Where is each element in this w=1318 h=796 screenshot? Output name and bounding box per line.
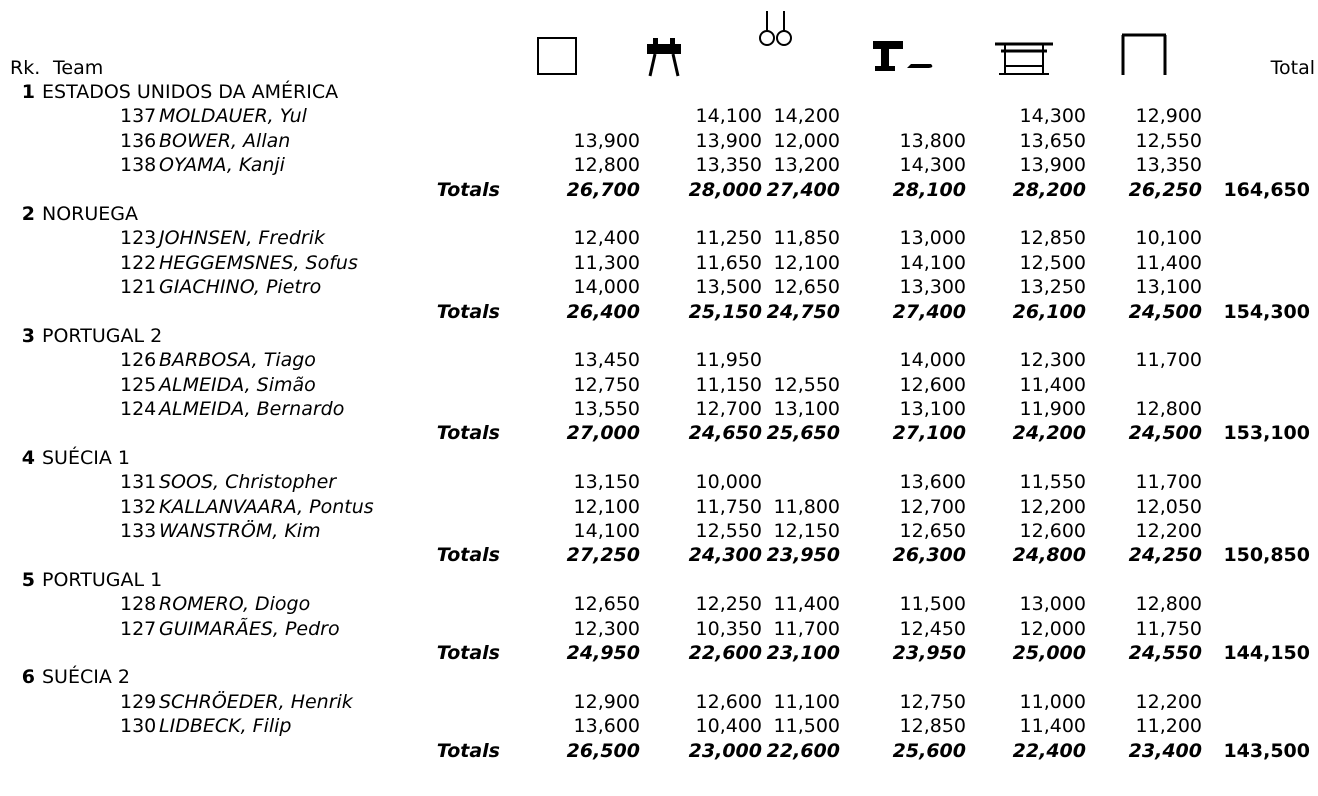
apparatus-total: 26,300 xyxy=(892,544,966,567)
apparatus-score: 13,500 xyxy=(695,276,762,299)
apparatus-total: 27,400 xyxy=(766,178,840,201)
apparatus-score: 12,700 xyxy=(899,495,966,518)
team-rank: 5 xyxy=(21,568,35,591)
apparatus-score: 12,550 xyxy=(773,373,840,396)
athlete-bib: 132 xyxy=(120,495,157,518)
totals-label: Totals xyxy=(436,544,500,567)
apparatus-score: 11,700 xyxy=(1135,349,1202,372)
team-rank: 3 xyxy=(21,324,35,347)
apparatus-score: 14,100 xyxy=(573,520,640,543)
apparatus-total: 28,200 xyxy=(1012,178,1086,201)
apparatus-score: 11,200 xyxy=(1135,715,1202,738)
team-rank: 4 xyxy=(21,446,35,469)
apparatus-score: 11,950 xyxy=(695,349,762,372)
apparatus-score: 12,850 xyxy=(899,715,966,738)
apparatus-score: 12,250 xyxy=(695,593,762,616)
athlete-row xyxy=(0,495,1318,519)
athlete-name: SCHRÖEDER, Henrik xyxy=(159,690,353,713)
apparatus-score: 12,800 xyxy=(1135,398,1202,421)
athlete-bib: 133 xyxy=(120,520,157,543)
apparatus-score: 12,650 xyxy=(773,276,840,299)
team-totals-row xyxy=(0,300,1318,324)
athlete-bib: 130 xyxy=(120,715,157,738)
apparatus-total: 24,550 xyxy=(1128,641,1202,664)
athlete-name: LIDBECK, Filip xyxy=(159,715,292,738)
apparatus-score: 13,100 xyxy=(899,398,966,421)
athlete-row xyxy=(0,373,1318,397)
rank-header: Rk. xyxy=(10,57,41,79)
apparatus-total: 25,650 xyxy=(766,422,840,445)
pommel-horse-icon xyxy=(644,36,684,78)
apparatus-total: 23,950 xyxy=(892,641,966,664)
apparatus-score: 10,100 xyxy=(1135,227,1202,250)
team-name: PORTUGAL 1 xyxy=(42,568,163,591)
team-rank: 2 xyxy=(21,202,35,225)
apparatus-score: 12,600 xyxy=(899,373,966,396)
apparatus-score: 14,100 xyxy=(899,251,966,274)
apparatus-score: 10,000 xyxy=(695,471,762,494)
apparatus-score: 11,300 xyxy=(573,251,640,274)
team-total: 144,150 xyxy=(1223,641,1310,664)
apparatus-score: 11,150 xyxy=(695,373,762,396)
apparatus-score: 13,900 xyxy=(1019,154,1086,177)
rings-icon xyxy=(757,9,795,49)
apparatus-total: 22,600 xyxy=(766,739,840,762)
team-header-row xyxy=(0,324,1318,348)
athlete-name: JOHNSEN, Fredrik xyxy=(159,227,325,250)
athlete-bib: 124 xyxy=(120,398,157,421)
apparatus-score: 14,100 xyxy=(695,105,762,128)
apparatus-total: 24,500 xyxy=(1128,300,1202,323)
apparatus-score: 12,300 xyxy=(573,617,640,640)
athlete-bib: 121 xyxy=(120,276,157,299)
athlete-name: WANSTRÖM, Kim xyxy=(159,520,321,543)
athlete-name: ROMERO, Diogo xyxy=(159,593,311,616)
apparatus-score: 11,900 xyxy=(1019,398,1086,421)
team-header-row xyxy=(0,568,1318,592)
team-totals-row xyxy=(0,641,1318,665)
apparatus-score: 11,400 xyxy=(1135,251,1202,274)
apparatus-score: 12,000 xyxy=(773,129,840,152)
apparatus-total: 22,400 xyxy=(1012,739,1086,762)
apparatus-total: 25,600 xyxy=(892,739,966,762)
apparatus-total: 24,300 xyxy=(688,544,762,567)
apparatus-score: 12,200 xyxy=(1135,690,1202,713)
totals-label: Totals xyxy=(436,739,500,762)
apparatus-score: 14,300 xyxy=(899,154,966,177)
athlete-row xyxy=(0,592,1318,616)
athlete-bib: 129 xyxy=(120,690,157,713)
athlete-row xyxy=(0,275,1318,299)
apparatus-total: 28,000 xyxy=(688,178,762,201)
apparatus-score: 12,850 xyxy=(1019,227,1086,250)
apparatus-score: 13,200 xyxy=(773,154,840,177)
athlete-bib: 123 xyxy=(120,227,157,250)
apparatus-score: 12,450 xyxy=(899,617,966,640)
athlete-bib: 136 xyxy=(120,129,157,152)
team-name: SUÉCIA 1 xyxy=(42,446,130,469)
apparatus-score: 12,500 xyxy=(1019,251,1086,274)
apparatus-score: 13,800 xyxy=(899,129,966,152)
team-totals-row xyxy=(0,543,1318,567)
team-header: Team xyxy=(53,57,104,79)
apparatus-score: 13,350 xyxy=(695,154,762,177)
athlete-bib: 137 xyxy=(120,105,157,128)
athlete-row xyxy=(0,348,1318,372)
apparatus-score: 14,300 xyxy=(1019,105,1086,128)
apparatus-score: 12,100 xyxy=(573,495,640,518)
team-header-row xyxy=(0,446,1318,470)
apparatus-total: 27,100 xyxy=(892,422,966,445)
apparatus-score: 11,100 xyxy=(773,690,840,713)
apparatus-score: 12,800 xyxy=(573,154,640,177)
apparatus-score: 11,250 xyxy=(695,227,762,250)
totals-label: Totals xyxy=(436,178,500,201)
horizontal-bar-icon xyxy=(1119,33,1169,77)
team-totals-row xyxy=(0,178,1318,202)
apparatus-score: 13,000 xyxy=(899,227,966,250)
athlete-row xyxy=(0,251,1318,275)
totals-label: Totals xyxy=(436,641,500,664)
athlete-row xyxy=(0,153,1318,177)
apparatus-total: 25,000 xyxy=(1012,641,1086,664)
apparatus-score: 12,600 xyxy=(695,690,762,713)
apparatus-total: 26,250 xyxy=(1128,178,1202,201)
apparatus-score: 12,900 xyxy=(1135,105,1202,128)
apparatus-score: 11,700 xyxy=(1135,471,1202,494)
totals-label: Totals xyxy=(436,300,500,323)
apparatus-score: 11,750 xyxy=(1135,617,1202,640)
athlete-bib: 131 xyxy=(120,471,157,494)
athlete-name: HEGGEMSNES, Sofus xyxy=(159,251,358,274)
athlete-bib: 127 xyxy=(120,617,157,640)
team-total: 150,850 xyxy=(1223,544,1310,567)
apparatus-total: 26,100 xyxy=(1012,300,1086,323)
apparatus-score: 10,350 xyxy=(695,617,762,640)
apparatus-total: 24,250 xyxy=(1128,544,1202,567)
athlete-row xyxy=(0,129,1318,153)
apparatus-score: 13,150 xyxy=(573,471,640,494)
team-name: NORUEGA xyxy=(42,202,139,225)
athlete-name: KALLANVAARA, Pontus xyxy=(159,495,374,518)
team-totals-row xyxy=(0,421,1318,445)
team-name: PORTUGAL 2 xyxy=(42,324,163,347)
apparatus-score: 11,850 xyxy=(773,227,840,250)
athlete-row xyxy=(0,226,1318,250)
athlete-bib: 126 xyxy=(120,349,157,372)
apparatus-total: 24,950 xyxy=(566,641,640,664)
athlete-bib: 122 xyxy=(120,251,157,274)
athlete-name: GUIMARÃES, Pedro xyxy=(159,617,340,640)
apparatus-score: 13,450 xyxy=(573,349,640,372)
apparatus-score: 12,200 xyxy=(1135,520,1202,543)
apparatus-total: 24,750 xyxy=(766,300,840,323)
athlete-row xyxy=(0,714,1318,738)
athlete-bib: 125 xyxy=(120,373,157,396)
apparatus-total: 22,600 xyxy=(688,641,762,664)
athlete-name: SOOS, Christopher xyxy=(159,471,337,494)
apparatus-total: 27,000 xyxy=(566,422,640,445)
apparatus-total: 24,650 xyxy=(688,422,762,445)
parallel-bars-icon xyxy=(993,40,1055,76)
apparatus-score: 14,000 xyxy=(899,349,966,372)
apparatus-score: 11,000 xyxy=(1019,690,1086,713)
apparatus-total: 23,000 xyxy=(688,739,762,762)
team-total: 153,100 xyxy=(1223,422,1310,445)
apparatus-score: 11,500 xyxy=(899,593,966,616)
apparatus-score: 11,400 xyxy=(1019,715,1086,738)
athlete-row xyxy=(0,470,1318,494)
team-name: ESTADOS UNIDOS DA AMÉRICA xyxy=(42,81,339,103)
apparatus-score: 12,650 xyxy=(573,593,640,616)
apparatus-score: 12,000 xyxy=(1019,617,1086,640)
apparatus-total: 23,400 xyxy=(1128,739,1202,762)
apparatus-score: 12,200 xyxy=(1019,495,1086,518)
apparatus-score: 13,250 xyxy=(1019,276,1086,299)
athlete-row xyxy=(0,519,1318,543)
athlete-row xyxy=(0,104,1318,128)
apparatus-score: 13,600 xyxy=(899,471,966,494)
apparatus-score: 11,550 xyxy=(1019,471,1086,494)
athlete-bib: 138 xyxy=(120,154,157,177)
team-total: 164,650 xyxy=(1223,178,1310,201)
apparatus-score: 13,900 xyxy=(695,129,762,152)
apparatus-total: 27,250 xyxy=(566,544,640,567)
team-rank: 6 xyxy=(21,666,35,689)
apparatus-total: 26,500 xyxy=(566,739,640,762)
apparatus-score: 12,800 xyxy=(1135,593,1202,616)
athlete-name: GIACHINO, Pietro xyxy=(159,276,322,299)
athlete-name: MOLDAUER, Yul xyxy=(159,105,307,128)
team-totals-row xyxy=(0,739,1318,763)
apparatus-score: 12,900 xyxy=(573,690,640,713)
apparatus-total: 26,700 xyxy=(566,178,640,201)
apparatus-score: 11,400 xyxy=(1019,373,1086,396)
apparatus-score: 12,650 xyxy=(899,520,966,543)
apparatus-score: 12,600 xyxy=(1019,520,1086,543)
apparatus-total: 26,400 xyxy=(566,300,640,323)
apparatus-score: 13,550 xyxy=(573,398,640,421)
apparatus-total: 23,950 xyxy=(766,544,840,567)
apparatus-score: 12,300 xyxy=(1019,349,1086,372)
apparatus-score: 12,750 xyxy=(573,373,640,396)
apparatus-total: 25,150 xyxy=(688,300,762,323)
apparatus-score: 11,800 xyxy=(773,495,840,518)
apparatus-score: 12,550 xyxy=(695,520,762,543)
athlete-name: BOWER, Allan xyxy=(159,129,291,152)
team-header-row xyxy=(0,80,1318,104)
athlete-row xyxy=(0,690,1318,714)
apparatus-total: 24,800 xyxy=(1012,544,1086,567)
apparatus-score: 13,900 xyxy=(573,129,640,152)
apparatus-score: 12,400 xyxy=(573,227,640,250)
athlete-row xyxy=(0,397,1318,421)
apparatus-score: 13,100 xyxy=(1135,276,1202,299)
apparatus-score: 11,750 xyxy=(695,495,762,518)
apparatus-score: 11,700 xyxy=(773,617,840,640)
team-header-row xyxy=(0,665,1318,689)
athlete-name: OYAMA, Kanji xyxy=(159,154,285,177)
apparatus-total: 27,400 xyxy=(892,300,966,323)
apparatus-score: 14,200 xyxy=(773,105,840,128)
floor-exercise-icon xyxy=(535,35,579,77)
athlete-name: ALMEIDA, Simão xyxy=(159,373,316,396)
apparatus-score: 13,600 xyxy=(573,715,640,738)
team-rank: 1 xyxy=(21,81,35,103)
apparatus-score: 11,500 xyxy=(773,715,840,738)
apparatus-total: 24,200 xyxy=(1012,422,1086,445)
apparatus-score: 12,050 xyxy=(1135,495,1202,518)
apparatus-score: 13,100 xyxy=(773,398,840,421)
apparatus-score: 11,650 xyxy=(695,251,762,274)
vault-icon xyxy=(871,37,937,73)
apparatus-score: 13,650 xyxy=(1019,129,1086,152)
team-total: 143,500 xyxy=(1223,739,1310,762)
results-table xyxy=(0,80,1318,763)
apparatus-score: 12,750 xyxy=(899,690,966,713)
apparatus-score: 12,550 xyxy=(1135,129,1202,152)
athlete-row xyxy=(0,617,1318,641)
apparatus-total: 28,100 xyxy=(892,178,966,201)
athlete-bib: 128 xyxy=(120,593,157,616)
apparatus-total: 23,100 xyxy=(766,641,840,664)
team-total: 154,300 xyxy=(1223,300,1310,323)
athlete-name: ALMEIDA, Bernardo xyxy=(159,398,345,421)
apparatus-score: 12,100 xyxy=(773,251,840,274)
totals-label: Totals xyxy=(436,422,500,445)
apparatus-score: 12,700 xyxy=(695,398,762,421)
apparatus-score: 11,400 xyxy=(773,593,840,616)
team-header-row xyxy=(0,202,1318,226)
apparatus-total: 24,500 xyxy=(1128,422,1202,445)
apparatus-score: 13,350 xyxy=(1135,154,1202,177)
apparatus-score: 10,400 xyxy=(695,715,762,738)
total-header: Total xyxy=(1270,57,1315,79)
apparatus-score: 13,000 xyxy=(1019,593,1086,616)
apparatus-score: 14,000 xyxy=(573,276,640,299)
apparatus-score: 12,150 xyxy=(773,520,840,543)
apparatus-score: 13,300 xyxy=(899,276,966,299)
athlete-name: BARBOSA, Tiago xyxy=(159,349,316,372)
team-name: SUÉCIA 2 xyxy=(42,666,130,689)
